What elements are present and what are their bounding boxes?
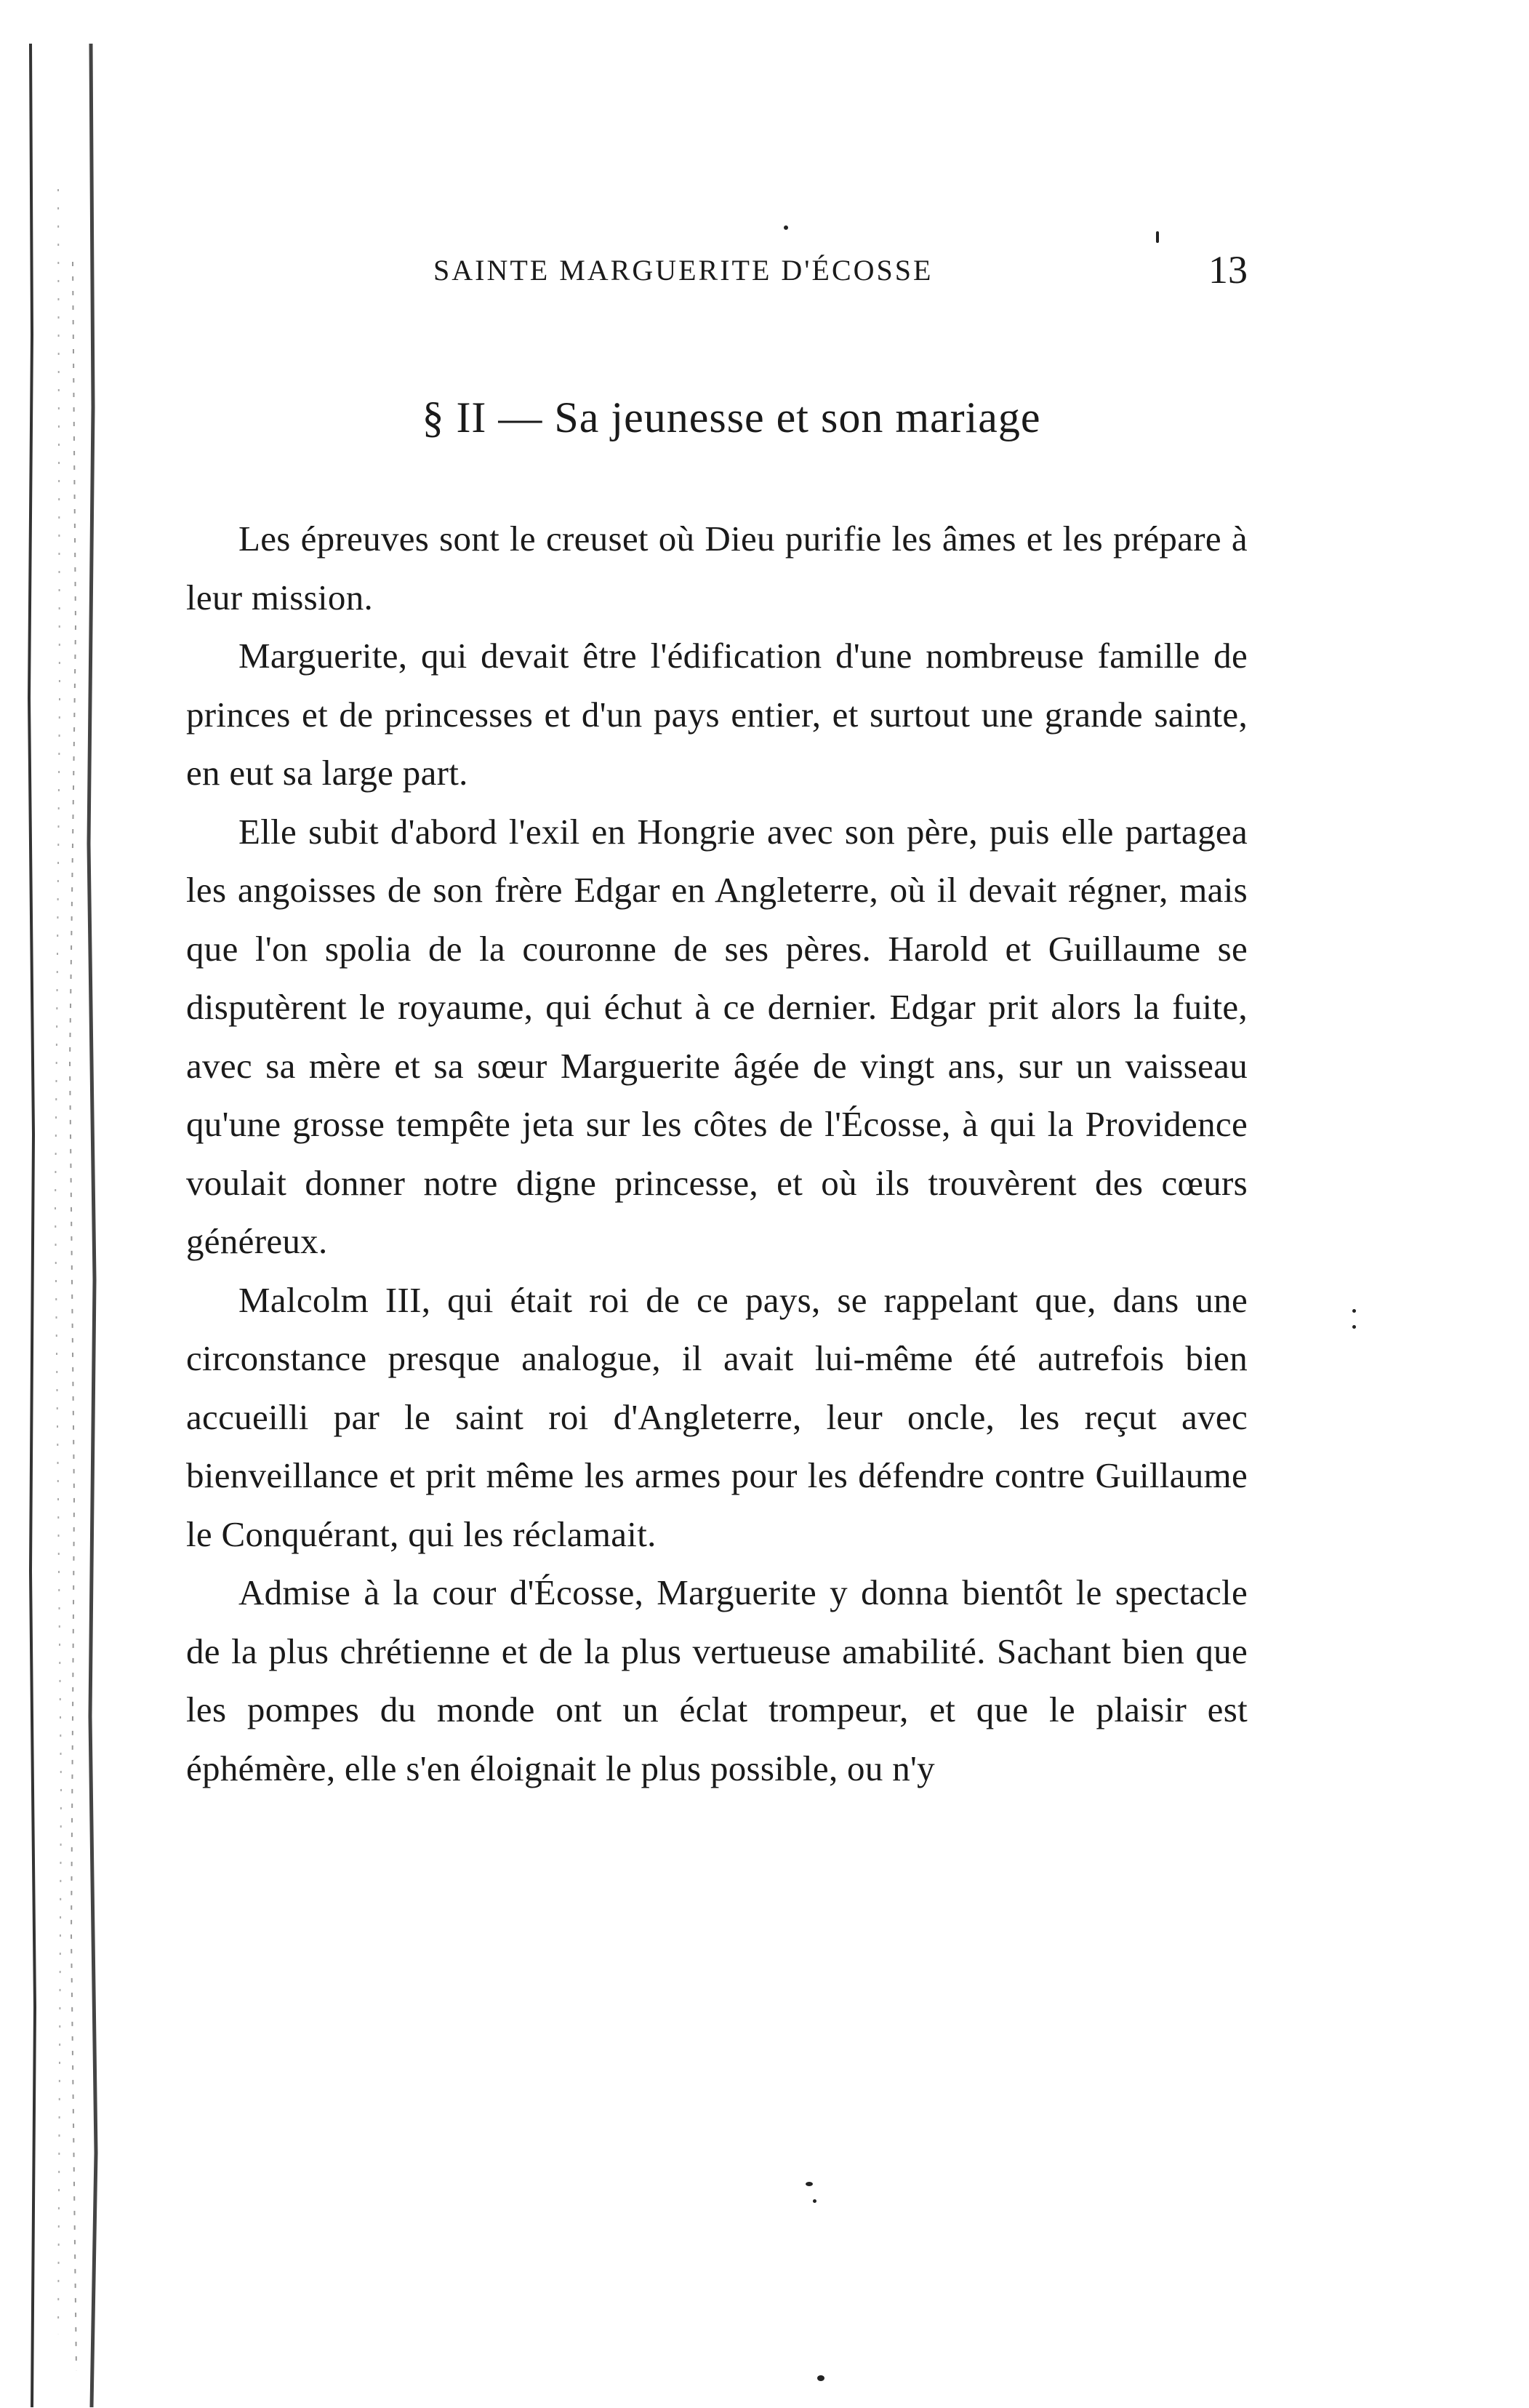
- scan-speck: [784, 225, 788, 230]
- paragraph: Elle subit d'abord l'exil en Hongrie avec son père, puis elle partagea les angoisses de son frère Edgar en Angleterre, où il devait régner, mais que l'on spolia de la couronne de ses pères. Harold et Guillaume se disputèrent le royaume, qui échut à ce dernier. Edgar prit alors la fuite, avec sa mère et sa sœur Marguerite âgée de vingt ans, sur un vaisseau qu'une grosse tempête jeta sur les côtes de l'Écosse, à qui la Providence voulait donner notre digne princesse, et où ils trouvèrent des cœurs généreux.: [186, 811, 1248, 1261]
- scan-speck: [813, 2199, 816, 2203]
- paragraph: Admise à la cour d'Écosse, Marguerite y donna bientôt le spectacle de la plus chrétienne et de la plus vertueuse amabilité. Sachant bien que les pompes du monde ont un éclat trompeur, et que le plaisir est éphémère, elle s'en éloignait le plus possible, ou n'y: [186, 1572, 1248, 1788]
- scan-speck: [817, 2375, 824, 2381]
- scanned-page-edge: [22, 44, 109, 2407]
- scan-speck: [806, 2182, 813, 2186]
- running-header: [186, 247, 1248, 305]
- book-page: [186, 247, 1248, 1798]
- paragraph: Malcolm III, qui était roi de ce pays, se rappelant que, dans une circonstance presque analogue, il avait lui-même été autrefois bien accueilli par le saint roi d'Angleterre, leur oncle, les reçut avec bienveillance et prit même les armes pour les défendre contre Guillaume le Conquérant, qui les réclamait.: [186, 1279, 1248, 1554]
- paragraph: Marguerite, qui devait être l'édification d'une nombreuse famille de princes et de princesses et d'un pays entier, et surtout une grande sainte, en eut sa large part.: [186, 636, 1248, 793]
- scan-speck: [1352, 1325, 1356, 1329]
- scan-speck: [1156, 231, 1159, 243]
- section-heading: § II — Sa jeunesse et son mariage: [422, 393, 1041, 441]
- scan-speck: [1352, 1309, 1356, 1313]
- body-text: [186, 510, 1248, 1798]
- running-title: SAINTE MARGUERITE D'ÉCOSSE: [433, 254, 934, 287]
- paragraph: Les épreuves sont le creuset où Dieu purifie les âmes et les prépare à leur mission.: [186, 519, 1248, 617]
- page-number: 13: [1208, 248, 1248, 292]
